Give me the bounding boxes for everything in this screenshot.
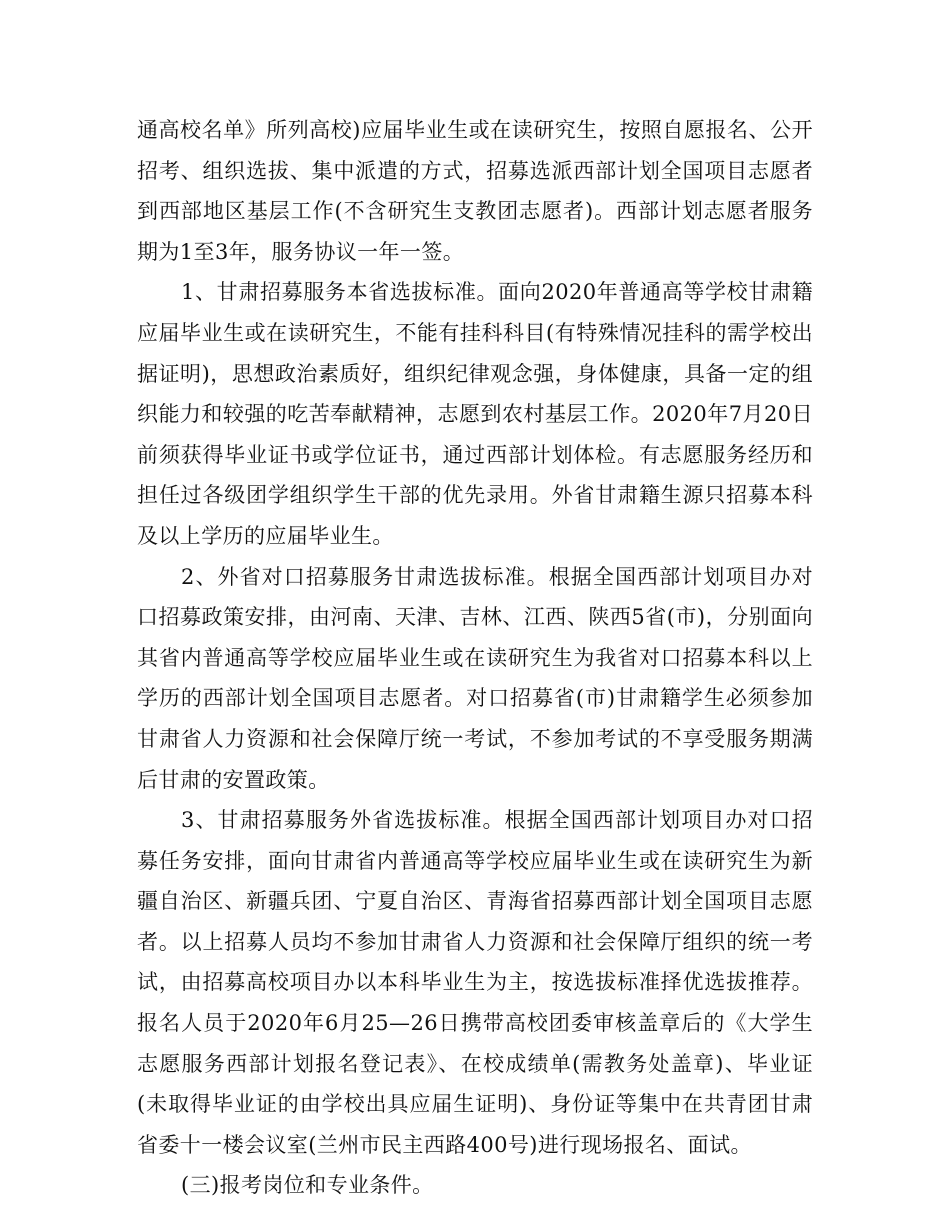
paragraph-intro-continued: 通高校名单》所列高校)应届毕业生或在读研究生，按照自愿报名、公开招考、组织选拔、集中派遣的方式，招募选派西部计划全国项目志愿者到西部地区基层工作(不含研究生支教团志愿者)。西部计划志愿者服务期为1至3年，服务协议一年一签。 (137, 118, 813, 264)
paragraph-standard-2: 2、外省对口招募服务甘肃选拔标准。根据全国西部计划项目办对口招募政策安排，由河南、天津、吉林、江西、陕西5省(市)，分别面向其省内普通高等学校应届毕业生或在读研究生为我省对口招募本科以上学历的西部计划全国项目志愿者。对口招募省(市)甘肃籍学生必须参加甘肃省人力资源和社会保障厅统一考试，不参加考试的不享受服务期满后甘肃的安置政策。 (137, 564, 813, 792)
paragraph-standard-3: 3、甘肃招募服务外省选拔标准。根据全国西部计划项目办对口招募任务安排，面向甘肃省内普通高等学校应届毕业生或在读研究生为新疆自治区、新疆兵团、宁夏自治区、青海省招募西部计划全国项目志愿者。以上招募人员均不参加甘肃省人力资源和社会保障厅组织的统一考试，由招募高校项目办以本科毕业生为主，按选拔标准择优选拔推荐。报名人员于2020年6月25—26日携带高校团委审核盖章后的《大学生志愿服务西部计划报名登记表》、在校成绩单(需教务处盖章)、毕业证(未取得毕业证的由学校出具应届生证明)、身份证等集中在共青团甘肃省委十一楼会议室(兰州市民主西路400号)进行现场报名、面试。 (137, 808, 813, 1157)
section-heading-positions: (三)报考岗位和专业条件。 (181, 1173, 434, 1198)
paragraph-standard-1: 1、甘肃招募服务本省选拔标准。面向2020年普通高等学校甘肃籍应届毕业生或在读研究生，不能有挂科科目(有特殊情况挂科的需学校出据证明)，思想政治素质好，组织纪律观念强，身体健康，具备一定的组织能力和较强的吃苦奉献精神，志愿到农村基层工作。2020年7月20日前须获得毕业证书或学位证书，通过西部计划体检。有志愿服务经历和担任过各级团学组织学生干部的优先录用。外省甘肃籍生源只招募本科及以上学历的应届毕业生。 (137, 280, 813, 548)
